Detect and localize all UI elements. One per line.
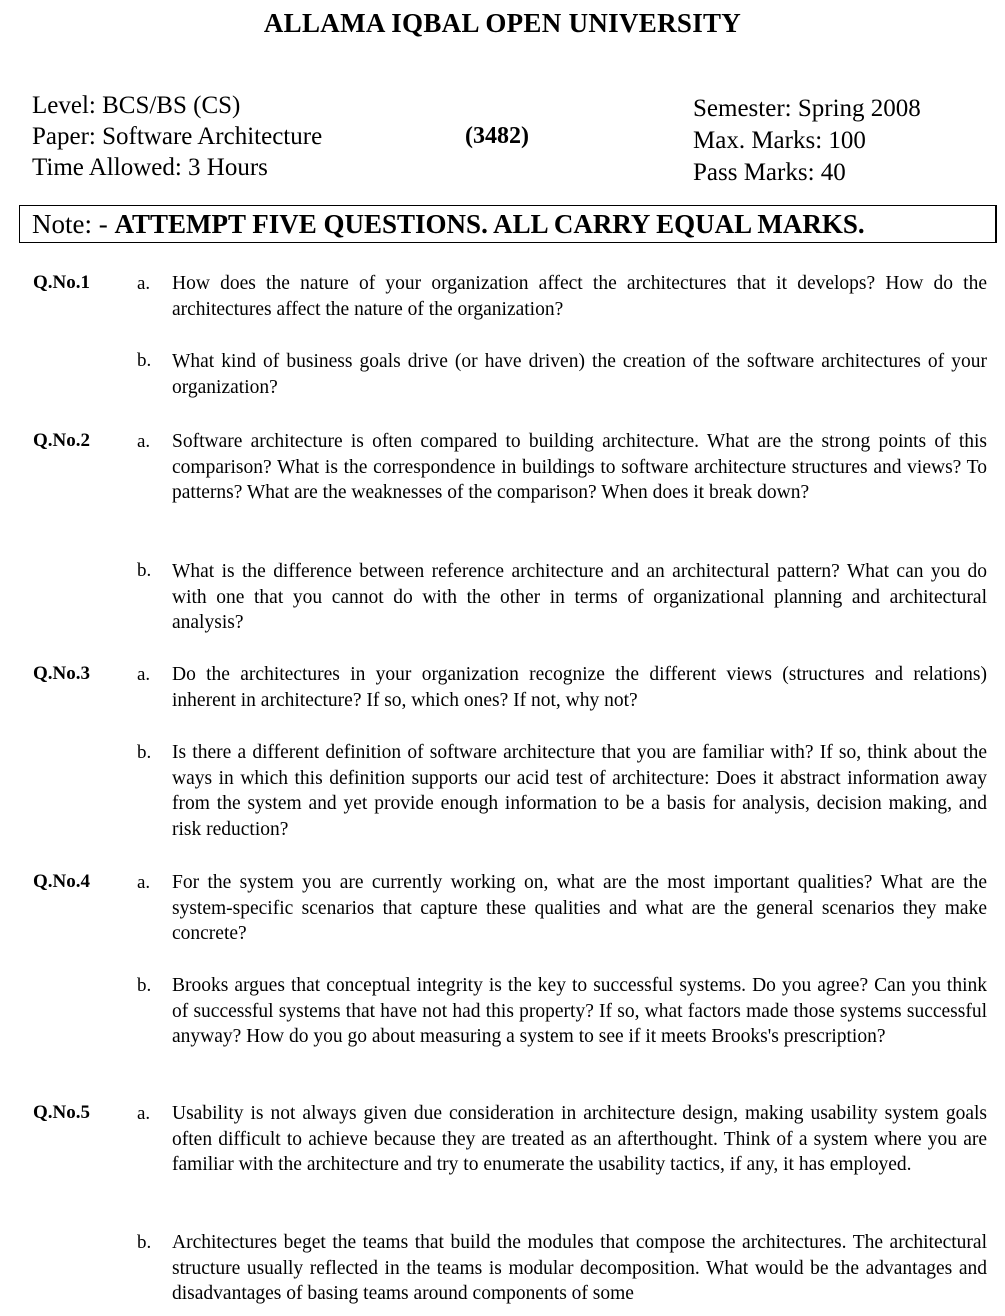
question-text: For the system you are currently working on, what are the most important qualities? What are the system-specific scenarios that capture these qualities and what are the general scenarios they make concrete? [172,872,987,944]
part-letter: a. [137,431,151,452]
university-title: ALLAMA IQBAL OPEN UNIVERSITY [263,8,742,38]
level-text: Level: BCS/BS (CS) [32,92,241,119]
question-text: Do the architectures in your organization recognize the different views (structures and relations) inherent in architecture? If so, which ones? If not, why not? [172,664,987,711]
question-label: Q.No.1 [33,272,90,293]
part-letter: a. [137,664,151,685]
question-text: What kind of business goals drive (or have driven) the creation of the software architectures of your organization? [172,351,987,398]
pass-marks-text: Pass Marks: 40 [693,159,846,186]
part-letter: b. [137,742,152,763]
question-label: Q.No.3 [33,663,90,684]
part-letter: b. [137,975,152,996]
max-marks-text: Max. Marks: 100 [693,127,866,154]
question-text: Architectures beget the teams that build the modules that compose the architectures. The architectural structure usually reflected in the teams is modular decomposition. What would be the advantages and disadvantages of basing teams around components of some [172,1232,987,1304]
question-text: Software architecture is often compared to building architecture. What are the strong points of this comparison? What is the correspondence in buildings to software architecture structures and views? To patterns? What are the weaknesses of the comparison? When does it break down? [172,431,987,503]
note-prefix: Note: - [32,209,115,239]
question-text: Is there a different definition of software architecture that you are familiar with? If so, think about the ways in which this definition supports our acid test of architecture: Does it abstract information away from the system and yet provide enough information to be a basis for analysis, decision making, and risk reduction? [172,742,987,840]
part-letter: b. [137,350,152,371]
semester-text: Semester: Spring 2008 [693,95,921,122]
question-label: Q.No.5 [33,1102,90,1123]
question-text: Usability is not always given due consideration in architecture design, making usability system goals often difficult to achieve because they are treated as an afterthought. Think of a system where you are familiar with the architecture and try to enumerate the usability tactics, if any, it has employed. [172,1103,987,1175]
part-letter: b. [137,1232,152,1253]
question-text: Brooks argues that conceptual integrity is the key to successful systems. Do you agree? Can you think of successful systems that have not had this property? If so, what factors made those systems successful anyway? How do you go about measuring a system to see if it meets Brooks's prescription? [172,975,987,1047]
part-letter: a. [137,273,151,294]
question-label: Q.No.4 [33,871,90,892]
part-letter: b. [137,560,152,581]
note-box [19,205,997,243]
question-label: Q.No.2 [33,430,90,451]
question-text: How does the nature of your organization affect the architectures that it develops? How do the architectures affect the nature of the organization? [172,273,987,320]
part-letter: a. [137,1103,151,1124]
time-allowed-text: Time Allowed: 3 Hours [32,154,268,181]
exam-meta-right [693,93,921,189]
exam-meta-left [32,90,322,183]
part-letter: a. [137,872,151,893]
question-text: What is the difference between reference architecture and an architectural pattern? What can you do with one that you cannot do with the other in terms of organizational planning and architectural analysis? [172,561,987,633]
note-instruction: ATTEMPT FIVE QUESTIONS. ALL CARRY EQUAL MARKS. [114,209,865,239]
paper-text: Paper: Software Architecture [32,123,323,150]
paper-code: (3482) [465,123,529,149]
